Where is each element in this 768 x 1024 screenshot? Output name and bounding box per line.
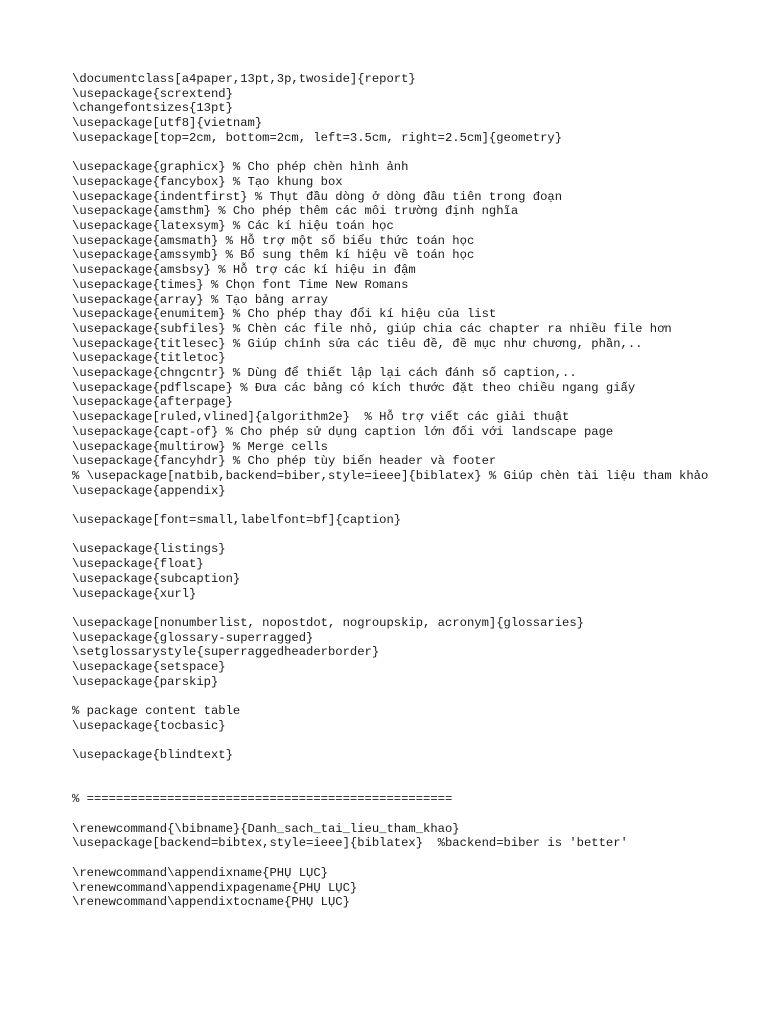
code-line: \usepackage[utf8]{vietnam} <box>72 116 263 131</box>
code-line: \usepackage{listings} <box>72 542 226 557</box>
code-line: \setglossarystyle{superraggedheaderborder} <box>72 645 380 660</box>
code-line <box>72 498 712 513</box>
code-line: \usepackage[backend=bibtex,style=ieee]{biblatex} %backend=biber is 'better' <box>72 836 628 851</box>
code-line: \usepackage{multirow} % Merge cells <box>72 439 328 454</box>
code-line: \usepackage{indentfirst} % Thụt đầu dòng ở dòng đầu tiên trong đoạn <box>72 189 563 204</box>
code-line: \usepackage[top=2cm, bottom=2cm, left=3.5cm, right=2.5cm]{geometry} <box>72 130 563 145</box>
code-line: \usepackage{blindtext} <box>72 748 233 763</box>
code-line: \usepackage[font=small,labelfont=bf]{caption} <box>72 513 402 528</box>
code-line: \usepackage{amsmath} % Hỗ trợ một số biểu thức toán học <box>72 233 475 248</box>
code-line <box>72 146 712 161</box>
code-line: \usepackage{tocbasic} <box>72 718 226 733</box>
code-line: \usepackage{amsbsy} % Hỗ trợ các kí hiệu in đậm <box>72 263 416 278</box>
code-line: \usepackage{titletoc} <box>72 351 226 366</box>
code-line: \usepackage{afterpage} <box>72 395 233 410</box>
code-line: \usepackage{float} <box>72 557 204 572</box>
code-line <box>72 851 712 866</box>
code-line: \usepackage{times} % Chọn font Time New Romans <box>72 277 409 292</box>
code-line: \usepackage{titlesec} % Giúp chỉnh sửa các tiêu đề, đề mục như chương, phần,.. <box>72 336 643 351</box>
code-line: \renewcommand\appendixname{PHỤ LỤC} <box>72 865 328 880</box>
code-line: \usepackage{enumitem} % Cho phép thay đổi kí hiệu của list <box>72 307 497 322</box>
code-line <box>72 601 712 616</box>
code-line: \usepackage{glossary-superragged} <box>72 630 314 645</box>
code-line: \usepackage{xurl} <box>72 586 197 601</box>
code-line: \usepackage{latexsym} % Các kí hiệu toán học <box>72 219 394 234</box>
code-line <box>72 778 712 793</box>
code-line: \usepackage{appendix} <box>72 483 226 498</box>
code-line <box>72 763 712 778</box>
code-line: \usepackage{fancyhdr} % Cho phép tùy biến header và footer <box>72 454 497 469</box>
code-line: % package content table <box>72 704 241 719</box>
code-line: \renewcommand\appendixtocname{PHỤ LỤC} <box>72 895 350 910</box>
code-line: \documentclass[a4paper,13pt,3p,twoside]{report} <box>72 72 416 86</box>
code-line: \usepackage{scrextend} <box>72 86 233 101</box>
code-line: \usepackage{parskip} <box>72 674 219 689</box>
code-line: \usepackage{amssymb} % Bổ sung thêm kí hiệu về toán học <box>72 248 475 263</box>
code-line: \usepackage{fancybox} % Tạo khung box <box>72 174 343 189</box>
code-line: % ================================================== <box>72 792 453 807</box>
code-line: \changefontsizes{13pt} <box>72 101 233 116</box>
code-line <box>72 807 712 822</box>
code-line <box>72 734 712 749</box>
code-line: \renewcommand\appendixpagename{PHỤ LỤC} <box>72 880 358 895</box>
code-line: \usepackage{graphicx} % Cho phép chèn hình ảnh <box>72 160 409 175</box>
code-line: \usepackage{array} % Tạo bảng array <box>72 292 328 307</box>
code-line: \usepackage{amsthm} % Cho phép thêm các môi trường định nghĩa <box>72 204 519 219</box>
code-line: \usepackage{subfiles} % Chèn các file nhỏ, giúp chia các chapter ra nhiều file hơn <box>72 321 672 336</box>
code-line: \usepackage[nonumberlist, nopostdot, nogroupskip, acronym]{glossaries} <box>72 615 584 630</box>
code-line: \usepackage{setspace} <box>72 660 226 675</box>
code-line <box>72 528 712 543</box>
code-line: \renewcommand{\bibname}{Danh_sach_tai_lieu_tham_khao} <box>72 821 460 836</box>
code-line: \usepackage{subcaption} <box>72 571 241 586</box>
code-line: \usepackage{chngcntr} % Dùng để thiết lập lại cách đánh số caption,.. <box>72 366 577 381</box>
code-line: \usepackage[ruled,vlined]{algorithm2e} % Hỗ trợ viết các giải thuật <box>72 410 570 425</box>
code-line: \usepackage{capt-of} % Cho phép sử dụng caption lớn đối với landscape page <box>72 424 614 439</box>
code-line <box>72 689 712 704</box>
code-line: % \usepackage[natbib,backend=biber,style=ieee]{biblatex} % Giúp chèn tài liệu tham khảo <box>72 468 709 483</box>
latex-source-text <box>72 72 712 910</box>
code-line: \usepackage{pdflscape} % Đưa các bảng có kích thước đặt theo chiều ngang giấy <box>72 380 636 395</box>
